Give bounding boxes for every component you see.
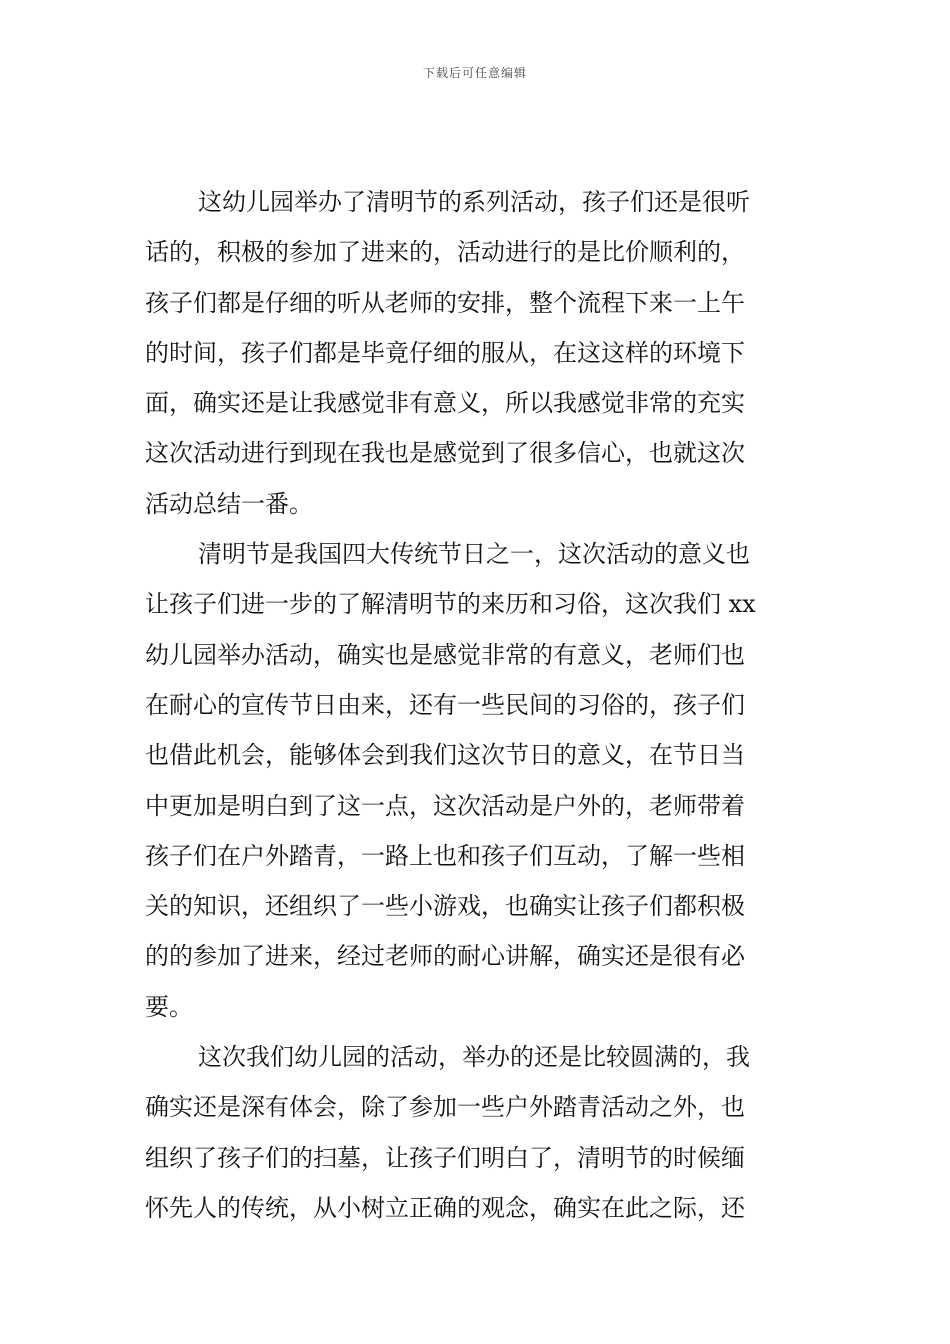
body-text xyxy=(145,177,805,1233)
text-line: 怀先人的传统，从小树立正确的观念，确实在此之际，还 xyxy=(145,1193,745,1222)
text-line: 孩子们在户外踏青，一路上也和孩子们互动，了解一些相 xyxy=(145,841,745,870)
text-line: 中更加是明白到了这一点，这次活动是户外的，老师带着 xyxy=(145,791,745,820)
text-line: 幼儿园举办活动，确实也是感觉非常的有意义，老师们也 xyxy=(145,640,745,669)
text-line: 活动总结一番。 xyxy=(145,489,313,518)
text-line: 话的，积极的参加了进来的，活动进行的是比价顺利的， xyxy=(145,238,745,267)
text-line: 孩子们都是仔细的听从老师的安排，整个流程下来一上午 xyxy=(145,288,745,317)
text-line: 确实还是深有体会，除了参加一些户外踏青活动之外，也 xyxy=(145,1093,745,1122)
text-line: 这次活动进行到现在我也是感觉到了很多信心，也就这次 xyxy=(145,439,745,468)
text-line: 的的参加了进来，经过老师的耐心讲解，确实还是很有必 xyxy=(145,942,745,971)
text-line: 让孩子们进一步的了解清明节的来历和习俗，这次我们 xx xyxy=(145,590,756,619)
text-line: 面，确实还是让我感觉非有意义，所以我感觉非常的充实 xyxy=(145,389,745,418)
text-line: 清明节是我国四大传统节日之一，这次活动的意义也 xyxy=(198,540,750,569)
text-line: 这次我们幼儿园的活动，举办的还是比较圆满的，我 xyxy=(198,1043,750,1072)
header-note: 下载后可任意编辑 xyxy=(422,66,527,80)
text-line: 组织了孩子们的扫墓，让孩子们明白了，清明节的时候缅 xyxy=(145,1143,745,1172)
text-line: 关的知识，还组织了一些小游戏，也确实让孩子们都积极 xyxy=(145,892,745,921)
text-line: 在耐心的宣传节日由来，还有一些民间的习俗的，孩子们 xyxy=(145,690,745,719)
text-line: 要。 xyxy=(145,992,193,1021)
text-line: 的时间，孩子们都是毕竟仔细的服从，在这这样的环境下 xyxy=(145,338,745,367)
text-line: 也借此机会，能够体会到我们这次节日的意义，在节日当 xyxy=(145,741,745,770)
text-line: 这幼儿园举办了清明节的系列活动，孩子们还是很听 xyxy=(198,188,750,216)
